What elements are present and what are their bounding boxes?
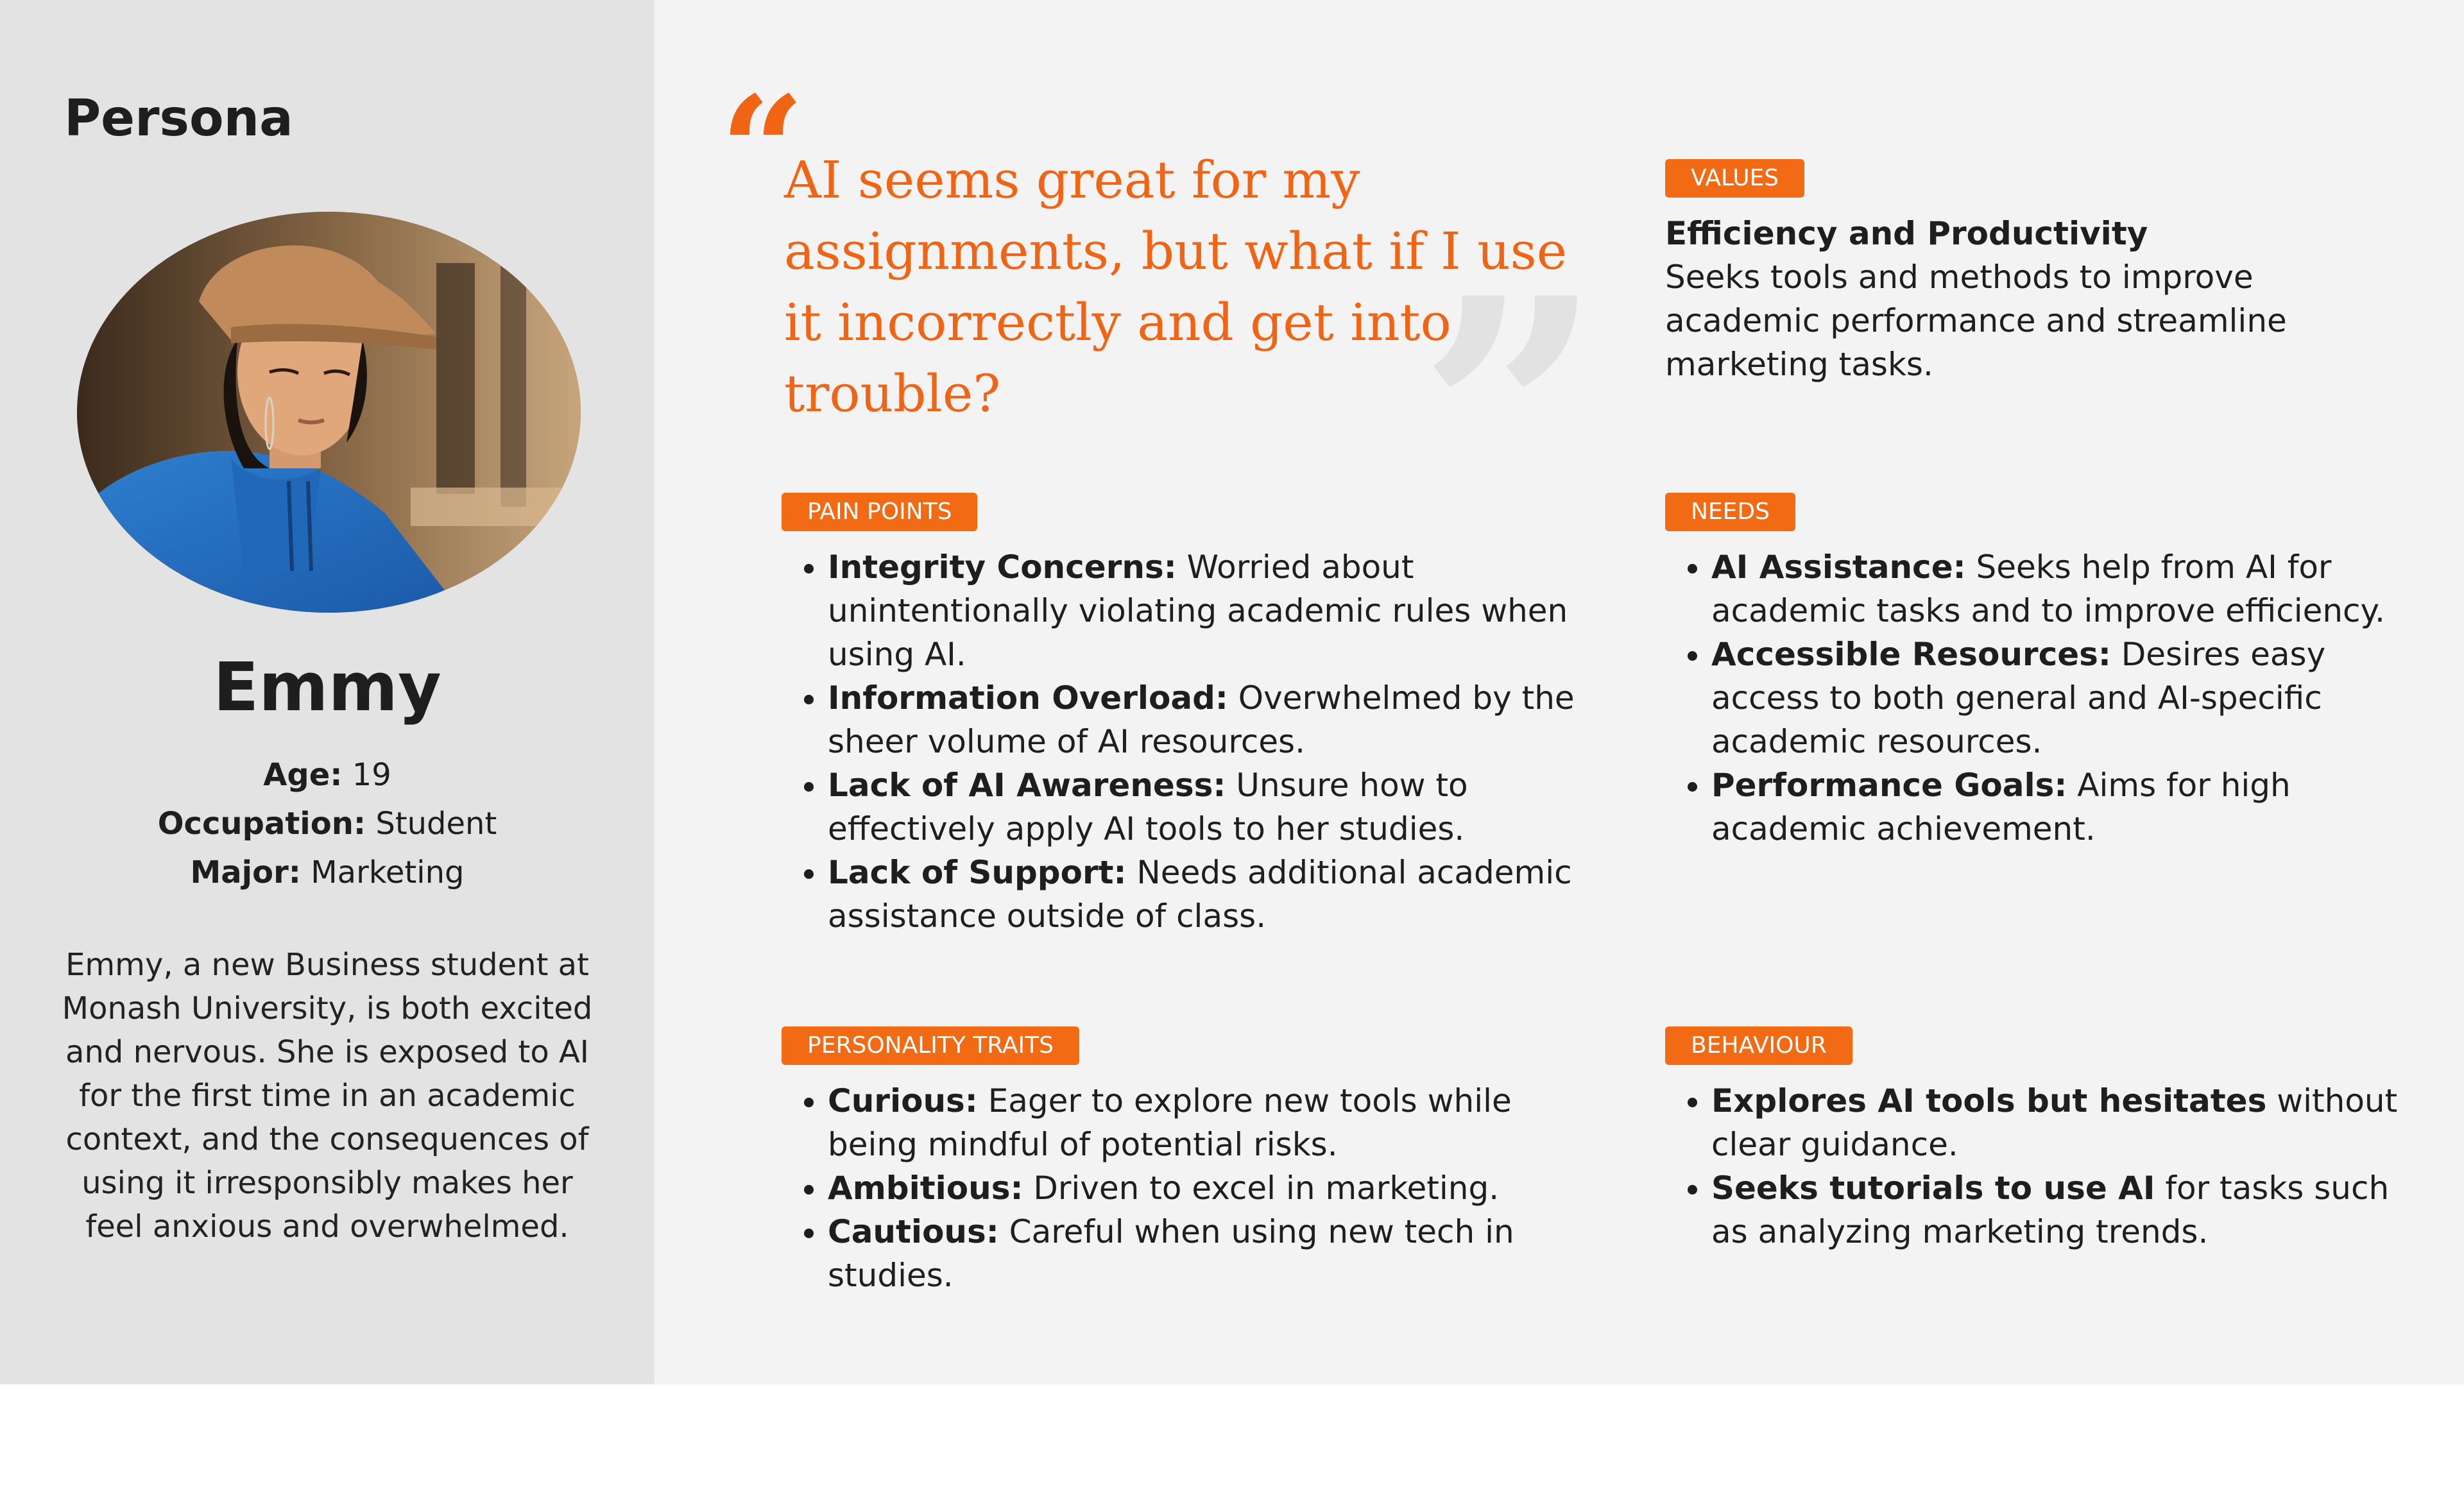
fact-label: Major: <box>190 855 301 890</box>
persona-quote: AI seems great for my assignments, but what if I use it incorrectly and get into trouble? <box>784 150 1568 423</box>
pain-points-tag: PAIN POINTS <box>782 493 977 531</box>
item-text: Desires easy access to both general and AI-specific academic resources. <box>1711 636 2326 760</box>
item-text: for tasks such as analyzing marketing trends. <box>1711 1170 2390 1250</box>
item-text: Unsure how to effectively apply AI tools to her studies. <box>828 767 1468 847</box>
sidebar-title: Persona <box>64 90 293 148</box>
item-label: Cautious: <box>828 1213 999 1250</box>
item-text: Seeks help from AI for academic tasks and to improve efficiency. <box>1711 549 2385 629</box>
fact-label: Age: <box>263 757 343 793</box>
list-item <box>828 1166 1584 1210</box>
list-item <box>1711 763 2416 851</box>
values-heading: Efficiency and Productivity <box>1665 215 2148 252</box>
open-quote-icon: “ <box>720 64 805 237</box>
list-item <box>828 763 1584 851</box>
item-label: Performance Goals: <box>1711 767 2067 804</box>
list-item <box>1711 1166 2416 1254</box>
item-label: Lack of Support: <box>828 854 1127 891</box>
item-text: Aims for high academic achievement. <box>1711 767 2291 847</box>
persona-facts <box>0 751 654 897</box>
needs-tag: NEEDS <box>1665 493 1795 531</box>
item-label: Curious: <box>828 1082 978 1119</box>
item-label: AI Assistance: <box>1711 549 1966 586</box>
list-item <box>828 1079 1584 1166</box>
item-text: without clear guidance. <box>1711 1082 2398 1163</box>
fact-major <box>0 848 654 897</box>
values-section <box>1665 159 2307 386</box>
behaviour-tag: BEHAVIOUR <box>1665 1026 1852 1065</box>
persona-bio: Emmy, a new Business student at Monash University, is both excited and nervous. She is exposed to AI for the first time in an academic context, and the consequences of using it irresponsibly makes her feel anxious and overwhelmed. <box>62 947 593 1245</box>
behaviour-section <box>1665 1026 2416 1254</box>
fact-age <box>0 751 654 799</box>
persona-photo <box>77 212 581 613</box>
personality-list <box>782 1079 1584 1297</box>
needs-section <box>1665 493 2416 851</box>
persona-sidebar <box>0 0 654 1384</box>
close-quote-icon: ” <box>1418 228 1603 605</box>
persona-photo-illustration <box>77 212 581 613</box>
personality-section <box>782 1026 1584 1297</box>
behaviour-list <box>1665 1079 2416 1254</box>
values-text: Seeks tools and methods to improve academic performance and streamline marketing tasks. <box>1665 259 2287 383</box>
list-item <box>1711 545 2416 633</box>
item-text: Worried about unintentionally violating academic rules when using AI. <box>828 549 1568 673</box>
persona-name: Emmy <box>213 648 441 726</box>
item-label: Seeks tutorials to use AI <box>1711 1170 2155 1207</box>
fact-value: Student <box>375 806 497 842</box>
item-text: Needs additional academic assistance outside of class. <box>828 854 1572 935</box>
values-body <box>1665 212 2307 386</box>
values-tag: VALUES <box>1665 159 1804 198</box>
item-text: Careful when using new tech in studies. <box>828 1213 1514 1294</box>
list-item <box>1711 1079 2416 1166</box>
list-item <box>828 545 1584 676</box>
list-item <box>828 676 1584 763</box>
list-item <box>828 851 1584 938</box>
item-label: Information Overload: <box>828 679 1228 717</box>
item-text: Eager to explore new tools while being mindful of potential risks. <box>828 1082 1512 1163</box>
list-item <box>1711 633 2416 763</box>
list-item <box>828 1210 1584 1297</box>
item-text: Overwhelmed by the sheer volume of AI resources. <box>828 679 1575 760</box>
fact-value: Marketing <box>311 855 465 890</box>
fact-occupation <box>0 799 654 848</box>
pain-points-section <box>782 493 1584 938</box>
item-label: Lack of AI Awareness: <box>828 767 1226 804</box>
item-label: Ambitious: <box>828 1170 1023 1207</box>
fact-value: 19 <box>352 757 391 793</box>
item-label: Accessible Resources: <box>1711 636 2111 673</box>
pain-points-list <box>782 545 1584 938</box>
fact-label: Occupation: <box>157 806 366 842</box>
item-text: Driven to excel in marketing. <box>1023 1170 1500 1207</box>
needs-list <box>1665 545 2416 851</box>
item-label: Integrity Concerns: <box>828 549 1177 586</box>
item-label: Explores AI tools but hesitates <box>1711 1082 2267 1119</box>
personality-tag: PERSONALITY TRAITS <box>782 1026 1079 1065</box>
